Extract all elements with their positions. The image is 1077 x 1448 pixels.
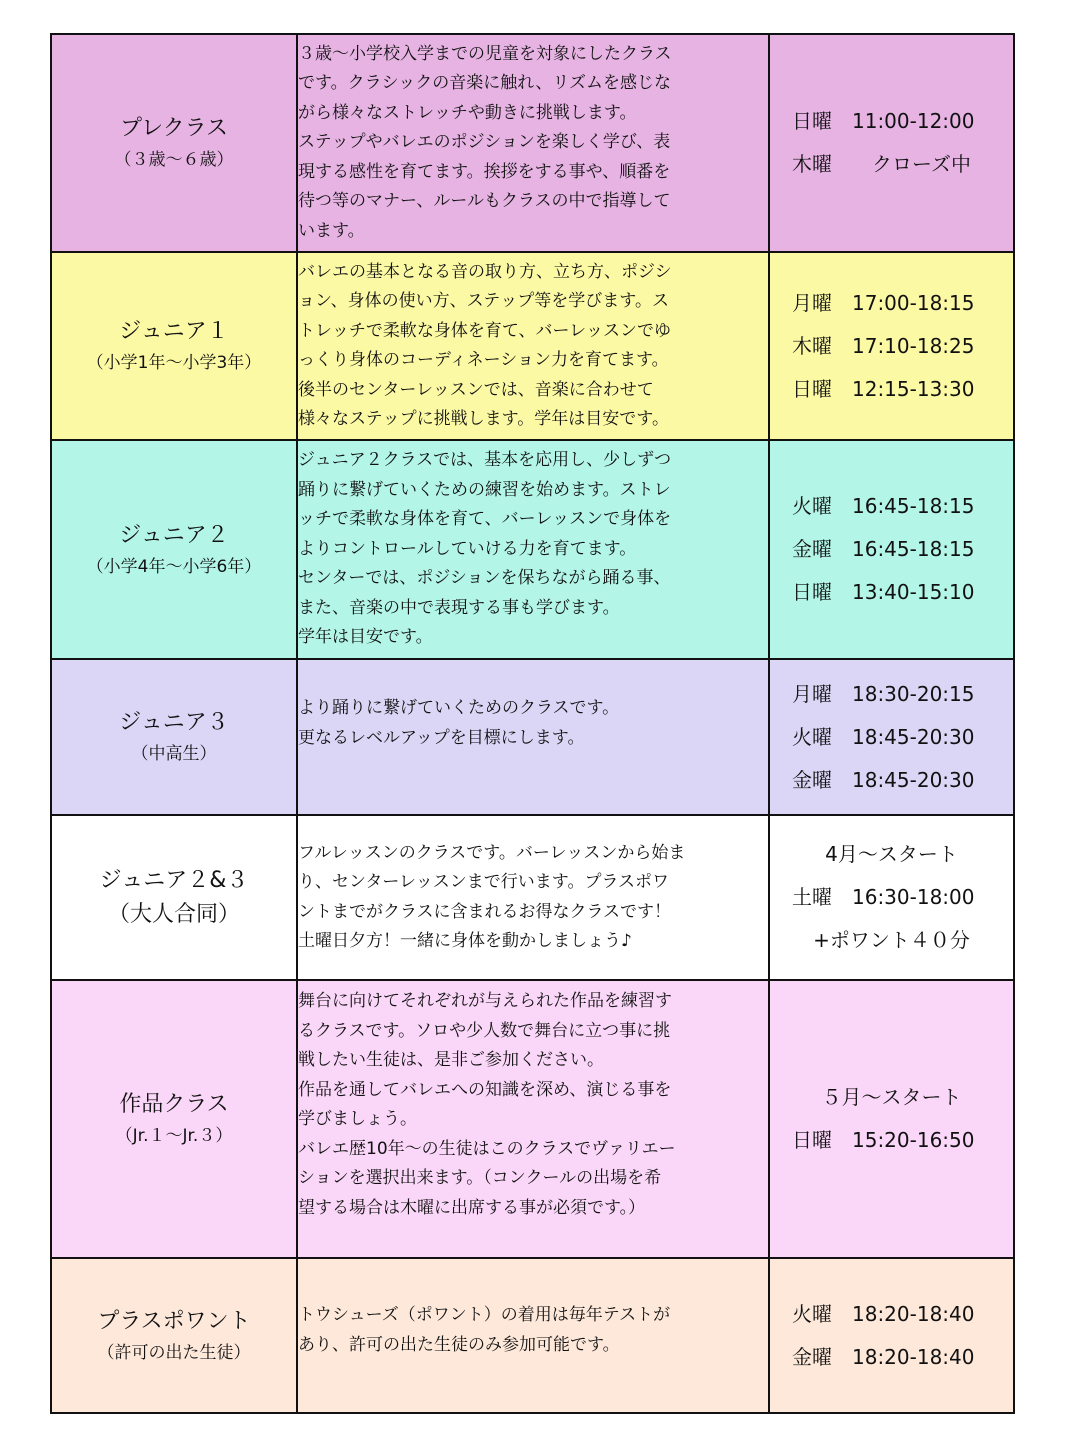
class-row-pre: [51, 34, 1014, 252]
class-name: ジュニア１: [119, 319, 229, 344]
description-line: 学年は目安です。: [298, 627, 433, 648]
description-line: フルレッスンのクラスです。バーレッスンから始ま: [298, 842, 686, 863]
class-description: [297, 980, 769, 1258]
class-row-works: [51, 980, 1014, 1258]
description-line: がら様々なストレッチや動きに挑戦します。: [298, 102, 637, 123]
class-name-cell: [51, 1258, 297, 1413]
class-schedule-cell: [769, 252, 1014, 440]
class-age: （Jr.１〜Jr.３）: [115, 1126, 233, 1146]
class-age: （小学1年〜小学3年）: [86, 353, 262, 373]
description-line: 待つ等のマナー、ルールもクラスの中で指導して: [298, 191, 671, 212]
class-schedule-table: [50, 33, 1015, 1414]
class-name-cell: [51, 659, 297, 815]
class-age: （小学4年〜小学6年）: [86, 556, 262, 577]
class-description: [297, 440, 769, 659]
description-line: 踊りに繋げていくための練習を始めます。ストレ: [298, 479, 671, 500]
description-line: 望する場合は木曜に出席する事が必須です。）: [298, 1197, 646, 1218]
description-line: 学びましょう。: [298, 1109, 417, 1129]
time-slot: 日曜 11:00-12:00: [792, 109, 975, 133]
class-schedule-cell: [769, 34, 1014, 252]
description-line: るクラスです。ソロや少人数で舞台に立つ事に挑: [298, 1020, 671, 1041]
description-line: 更なるレベルアップを目標にします。: [298, 727, 585, 748]
description-line: 現する感性を育てます。挨拶をする事や、順番を: [298, 161, 671, 182]
class-row-junior3: [51, 659, 1014, 815]
description-line: ３歳〜小学校入学までの児童を対象にしたクラス: [298, 43, 672, 64]
class-name-cell: [51, 440, 297, 659]
time-slot: ５月〜スタート: [821, 1085, 962, 1109]
class-schedule-cell: [769, 1258, 1014, 1413]
description-line: あり、許可の出た生徒のみ参加可能です。: [298, 1334, 620, 1355]
description-line: バレエの基本となる音の取り方、立ち方、ポジシ: [298, 261, 672, 282]
time-slot: +ポワント４０分: [813, 928, 970, 952]
description-line: ションを選択出来ます。（コンクールの出場を希: [298, 1168, 662, 1188]
description-line: ジュニア２クラスでは、基本を応用し、少しずつ: [298, 450, 672, 471]
class-row-junior2: [51, 440, 1014, 659]
class-age: （３歳〜６歳）: [114, 150, 234, 170]
class-name: プレクラス: [119, 116, 229, 141]
description-line: ッチで柔軟な身体を育て、バーレッスンで身体を: [298, 509, 672, 530]
time-slot: 土曜 16:30-18:00: [792, 885, 975, 909]
class-age: （許可の出た生徒）: [97, 1342, 251, 1363]
class-age: （大人合同）: [107, 901, 240, 927]
description-line: 作品を通してバレエへの知識を深め、演じる事を: [298, 1079, 672, 1100]
description-line: トレッチで柔軟な身体を育て、バーレッスンでゆ: [298, 320, 671, 341]
description-line: バレエ歴10年〜の生徒はこのクラスでヴァリエー: [298, 1138, 676, 1159]
class-name: ジュニア２&３: [99, 867, 249, 893]
class-schedule-cell: [769, 980, 1014, 1258]
class-schedule-cell: [769, 815, 1014, 980]
class-name-cell: [51, 980, 297, 1258]
class-schedule-cell: [769, 440, 1014, 659]
time-slot: 日曜 13:40-15:10: [792, 580, 975, 604]
time-slot: 火曜 16:45-18:15: [792, 494, 975, 518]
class-description: [297, 659, 769, 815]
class-description: [297, 815, 769, 980]
description-line: よりコントロールしていける力を育てます。: [298, 538, 637, 559]
class-name-cell: [51, 815, 297, 980]
time-slot: 火曜 18:20-18:40: [792, 1301, 975, 1326]
class-description: [297, 1258, 769, 1413]
description-line: り、センターレッスンまで行います。プラスポワ: [298, 872, 669, 892]
description-line: トウシューズ（ポワント）の着用は毎年テストが: [298, 1305, 671, 1325]
time-slot: 4月〜スタート: [825, 842, 958, 866]
time-slot: 木曜 17:10-18:25: [792, 333, 975, 358]
description-line: 土曜日夕方！一緒に身体を動かしましょう♪: [298, 931, 632, 951]
time-slot: 月曜 18:30-20:15: [792, 681, 975, 706]
time-slot: 火曜 18:45-20:30: [792, 724, 975, 749]
description-line: センターでは、ポジションを保ちながら踊る事、: [298, 568, 671, 589]
description-line: です。クラシックの音楽に触れ、リズムを感じな: [298, 73, 671, 94]
time-slot: 金曜 18:20-18:40: [792, 1344, 975, 1369]
description-line: ョン、身体の使い方、ステップ等を学びます。ス: [298, 291, 669, 311]
class-name-cell: [51, 34, 297, 252]
class-name: ジュニア２: [119, 522, 229, 548]
description-line: 後半のセンターレッスンでは、音楽に合わせて: [298, 379, 654, 400]
time-slot: 木曜 クローズ中: [792, 152, 971, 176]
class-name: ジュニア３: [119, 710, 229, 735]
description-line: います。: [298, 220, 365, 241]
class-description: [297, 34, 769, 252]
class-description: [297, 252, 769, 440]
description-line: また、音楽の中で表現する事も学びます。: [298, 597, 620, 618]
time-slot: 日曜 15:20-16:50: [792, 1128, 975, 1152]
description-line: ステップやバレエのポジションを楽しく学び、表: [298, 132, 671, 153]
description-line: ントまでがクラスに含まれるお得なクラスです！: [298, 901, 671, 922]
class-schedule-cell: [769, 659, 1014, 815]
class-row-junior23: [51, 815, 1014, 980]
class-row-plus-pointe: [51, 1258, 1014, 1413]
description-line: 舞台に向けてそれぞれが与えられた作品を練習す: [298, 991, 672, 1011]
time-slot: 日曜 12:15-13:30: [792, 376, 975, 401]
class-name-cell: [51, 252, 297, 440]
class-age: （中高生）: [131, 744, 217, 764]
description-line: 様々なステップに挑戦します。学年は目安です。: [298, 409, 669, 429]
class-row-junior1: [51, 252, 1014, 440]
time-slot: 金曜 16:45-18:15: [792, 537, 975, 561]
time-slot: 月曜 17:00-18:15: [792, 290, 975, 315]
description-line: っくり身体のコーディネーション力を育てます。: [298, 350, 669, 370]
description-line: より踊りに繋げていくためのクラスです。: [298, 698, 620, 718]
time-slot: 金曜 18:45-20:30: [792, 767, 975, 792]
class-name: 作品クラス: [119, 1092, 229, 1117]
description-line: 戦したい生徒は、是非ご参加ください。: [298, 1050, 604, 1070]
class-name: プラスポワント: [97, 1308, 251, 1334]
